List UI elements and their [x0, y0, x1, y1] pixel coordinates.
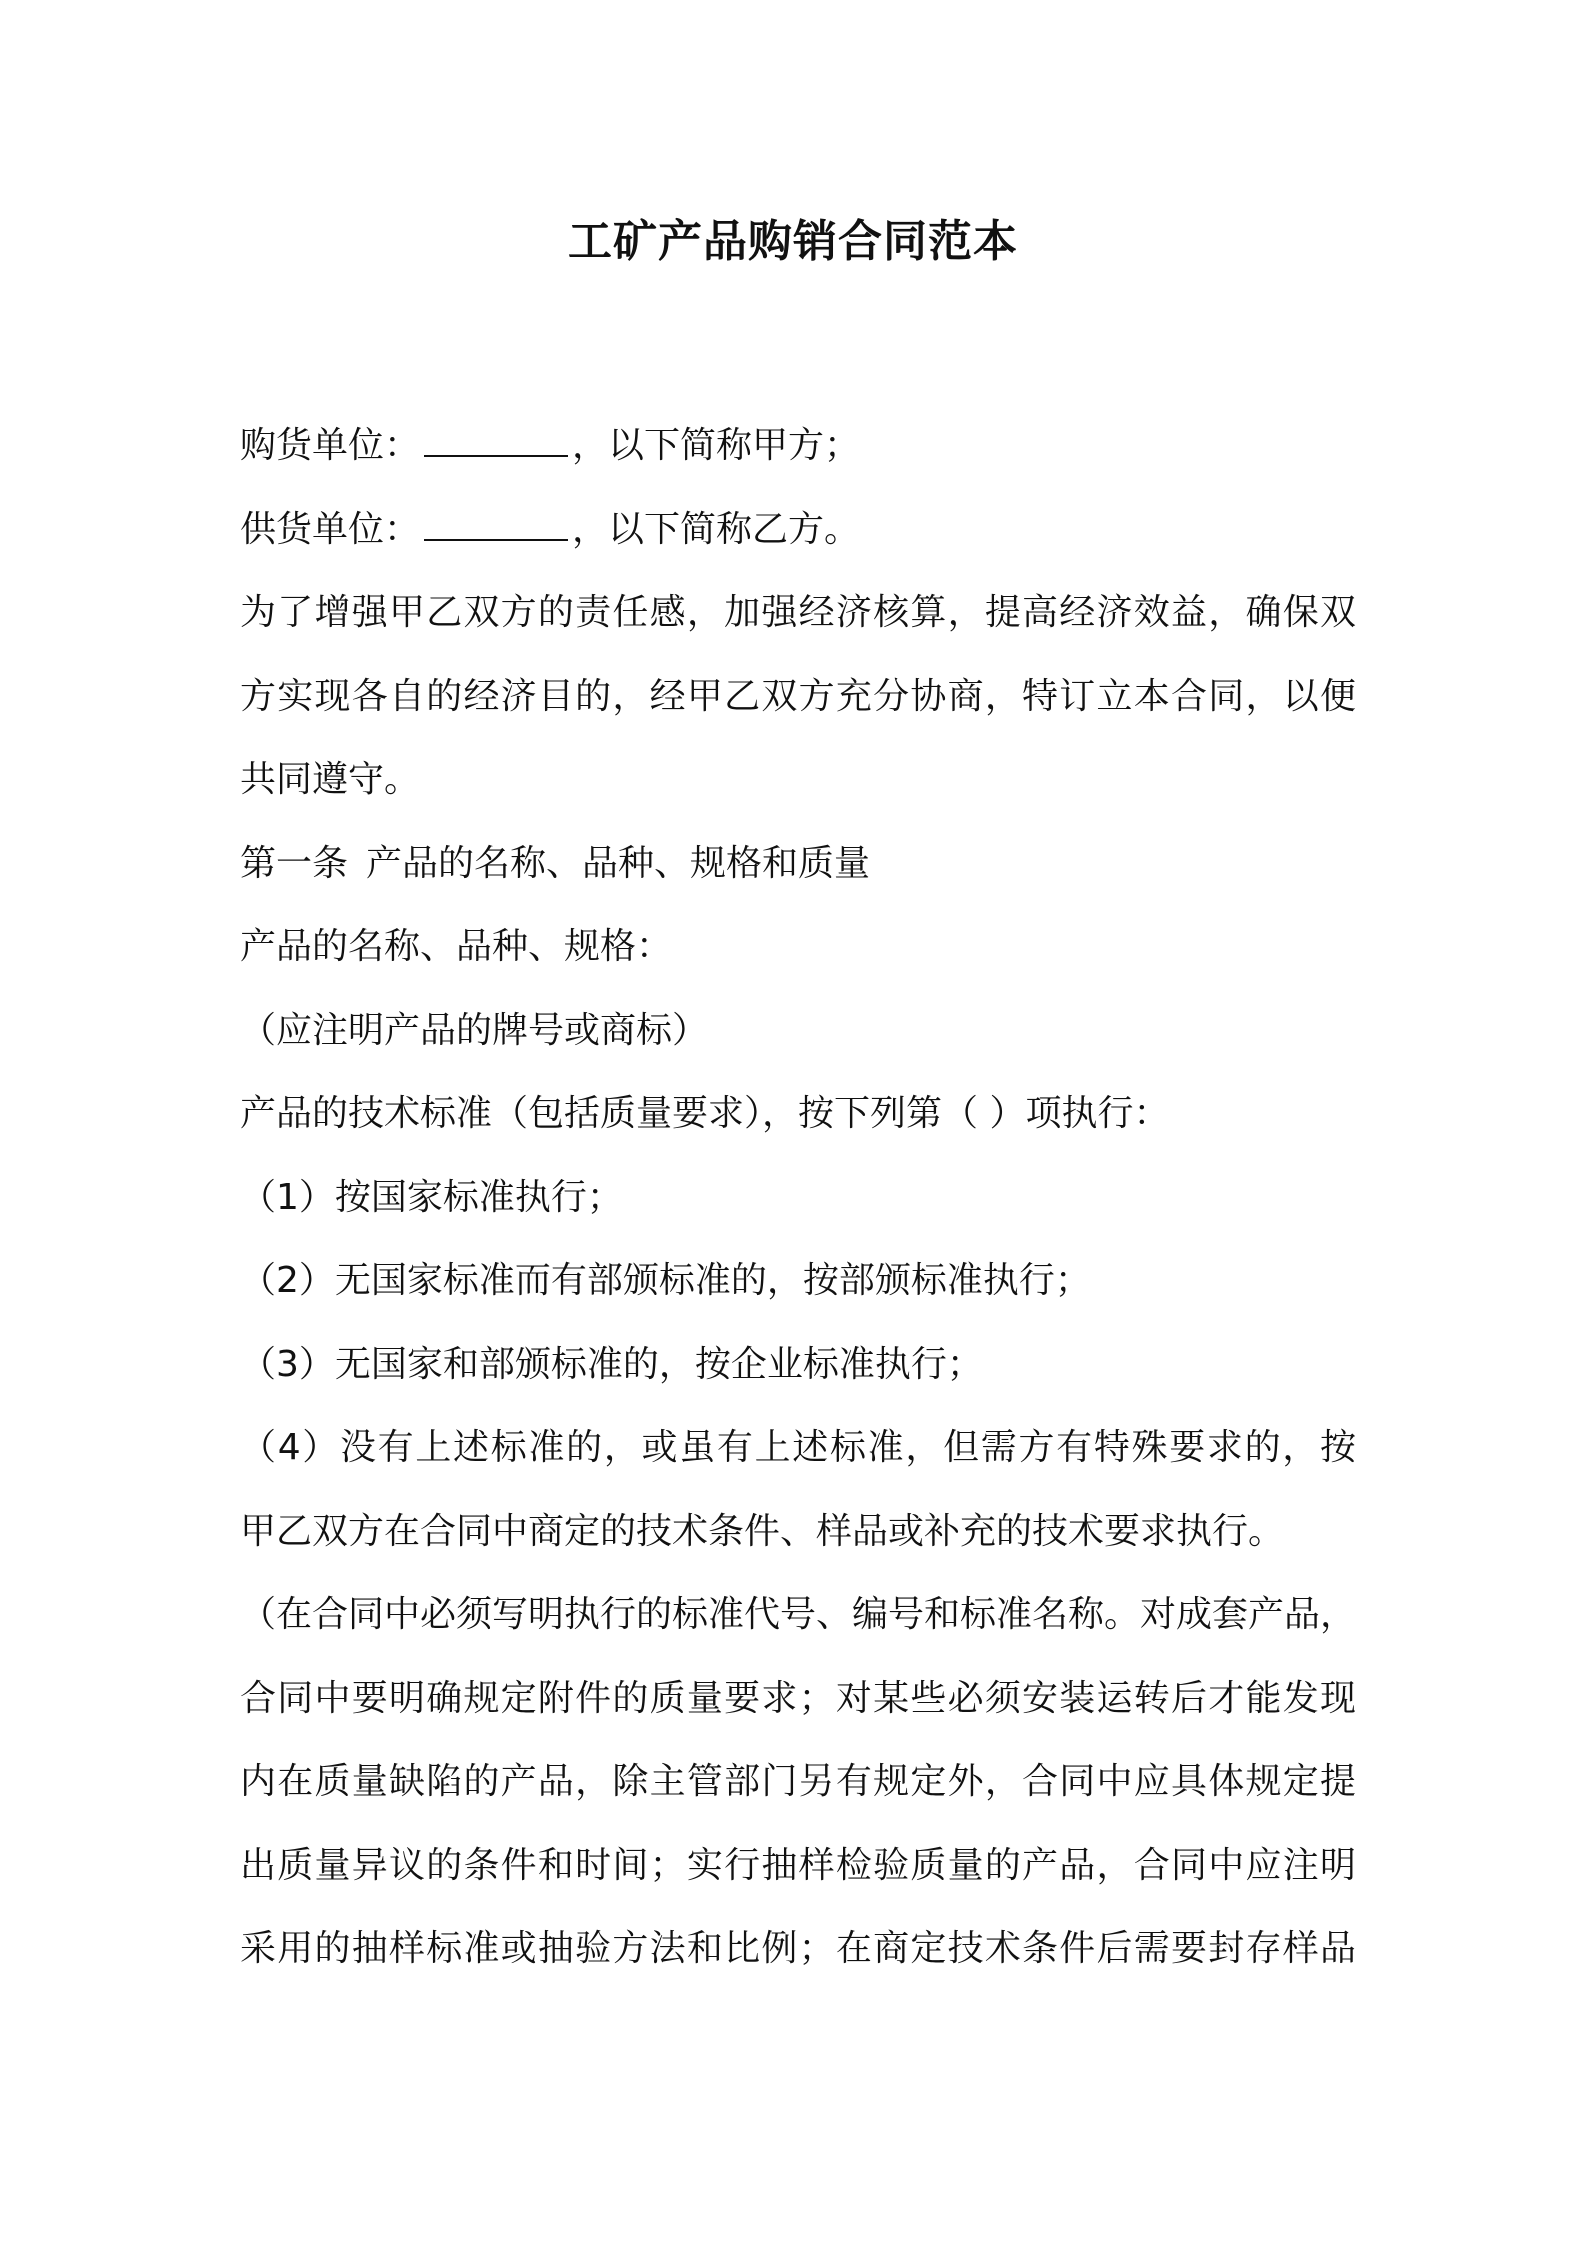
buyer-line: [240, 404, 1356, 488]
buyer-blank: [424, 427, 568, 457]
seller-line: [240, 488, 1356, 572]
preamble-line: 方实现各自的经济目的，经甲乙双方充分协商，特订立本合同，以便: [240, 675, 1356, 717]
text-line: 产品的名称、品种、规格：: [240, 926, 673, 967]
seller-suffix: ，以下简称乙方。: [572, 508, 861, 550]
text-line: （应注明产品的牌号或商标）: [240, 1009, 709, 1051]
list-item: （3）无国家和部颁标准的，按企业标准执行；: [240, 1343, 983, 1385]
text-line: 甲乙双方在合同中商定的技术条件、样品或补充的技术要求执行。: [240, 1510, 1285, 1552]
text-line: 合同中要明确规定附件的质量要求；对某些必须安装运转后才能发现: [240, 1677, 1356, 1719]
article-1-number: 第一条: [240, 842, 349, 884]
text-line: 内在质量缺陷的产品，除主管部门另有规定外，合同中应具体规定提: [240, 1761, 1356, 1802]
seller-blank: [424, 511, 568, 541]
preamble-line: 为了增强甲乙双方的责任感，加强经济核算，提高经济效益，确保双: [240, 592, 1356, 633]
article-1-heading: [240, 822, 1356, 906]
text-line: （在合同中必须写明执行的标准代号、编号和标准名称。对成套产品，: [240, 1594, 1356, 1635]
list-item: （4）没有上述标准的，或虽有上述标准，但需方有特殊要求的，按: [240, 1427, 1356, 1468]
article-1-title: 产品的名称、品种、规格和质量: [366, 842, 871, 884]
buyer-label: 购货单位：: [240, 425, 421, 466]
list-item: （1）按国家标准执行；: [240, 1176, 623, 1218]
list-item: （2）无国家标准而有部颁标准的，按部颁标准执行；: [240, 1260, 1091, 1301]
text-line: 出质量异议的条件和时间；实行抽样检验质量的产品，合同中应注明: [240, 1844, 1356, 1886]
text-line: 采用的抽样标准或抽验方法和比例；在商定技术条件后需要封存样品: [240, 1928, 1356, 1969]
text-line: 产品的技术标准（包括质量要求），按下列第（ ）项执行：: [240, 1093, 1170, 1134]
buyer-suffix: ，以下简称甲方；: [572, 425, 861, 466]
document-title: 工矿产品购销合同范本: [568, 216, 1018, 267]
document-body: [240, 404, 1356, 1991]
preamble-line: 共同遵守。: [240, 759, 421, 800]
seller-label: 供货单位：: [240, 508, 421, 550]
